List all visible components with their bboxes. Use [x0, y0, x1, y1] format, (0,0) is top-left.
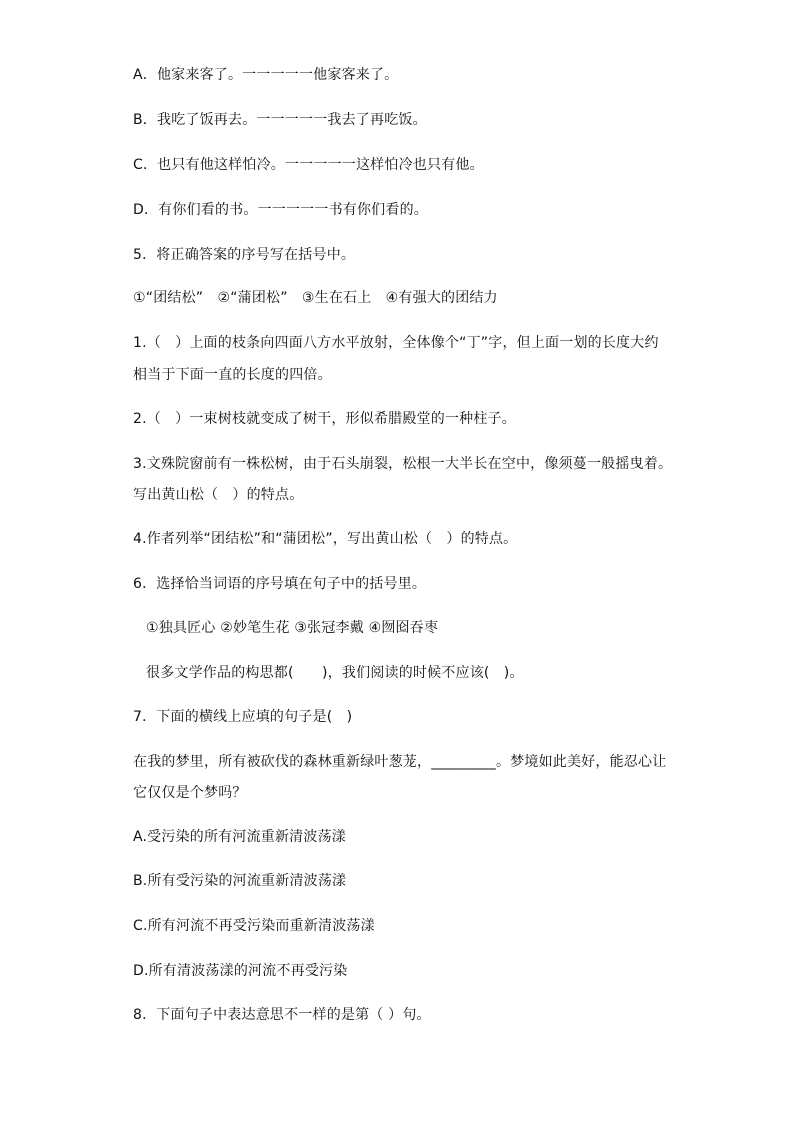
q5-item-2: 2.（ ）一束树枝就变成了树干，形似希腊殿堂的一种柱子。 — [133, 411, 516, 427]
option-b-line: B．我吃了饭再去。一一一一一我去了再吃饭。 — [133, 112, 427, 128]
q5-item-3-line1: 3.文殊院窗前有一株松树，由于石头崩裂，松根一大半长在空中，像须蔓一般摇曳着。 — [133, 456, 673, 472]
question-8-title: 8．下面句子中表达意思不一样的是第（ ）句。 — [133, 1007, 431, 1023]
question-5-choices: ①“团结松” ②“蒲团松” ③生在石上 ④有强大的团结力 — [133, 290, 498, 306]
option-d-line: D．有你们看的书。一一一一一书有你们看的。 — [133, 202, 428, 218]
question-7-stem-line1: 在我的梦里，所有被砍伐的森林重新绿叶葱茏，_________。梦境如此美好，能忍心让 — [133, 754, 667, 770]
q5-item-4: 4.作者列举“团结松”和“蒲团松”，写出黄山松（ ）的特点。 — [133, 531, 518, 547]
q7-option-b: B.所有受污染的河流重新清波荡漾 — [133, 873, 347, 889]
q7-option-c: C.所有河流不再受污染而重新清波荡漾 — [133, 918, 375, 934]
option-c-line: C．也只有他这样怕冷。一一一一一这样怕冷也只有他。 — [133, 157, 484, 173]
q5-item-3-line2: 写出黄山松（ ）的特点。 — [133, 487, 304, 503]
question-6-choices: ①独具匠心 ②妙笔生花 ③张冠李戴 ④囫囵吞枣 — [146, 620, 439, 636]
question-5-title: 5．将正确答案的序号写在括号中。 — [133, 247, 356, 263]
q5-item-1-line2: 相当于下面一直的长度的四倍。 — [133, 367, 332, 383]
question-7-title: 7．下面的横线上应填的句子是( ) — [133, 709, 353, 725]
q5-item-1-line1: 1.（ ）上面的枝条向四面八方水平放射，全体像个“丁”字，但上面一划的长度大约 — [133, 335, 659, 351]
question-7-stem-line2: 它仅仅是个梦吗？ — [133, 785, 247, 801]
q7-option-a: A.受污染的所有河流重新清波荡漾 — [133, 829, 346, 845]
q7-option-d: D.所有清波荡漾的河流不再受污染 — [133, 963, 348, 979]
question-6-sentence: 很多文学作品的构思都( )，我们阅读的时候不应该( )。 — [146, 665, 524, 681]
option-a-line: A．他家来客了。一一一一一他家客来了。 — [133, 67, 399, 83]
question-6-title: 6．选择恰当词语的序号填在句子中的括号里。 — [133, 576, 427, 592]
